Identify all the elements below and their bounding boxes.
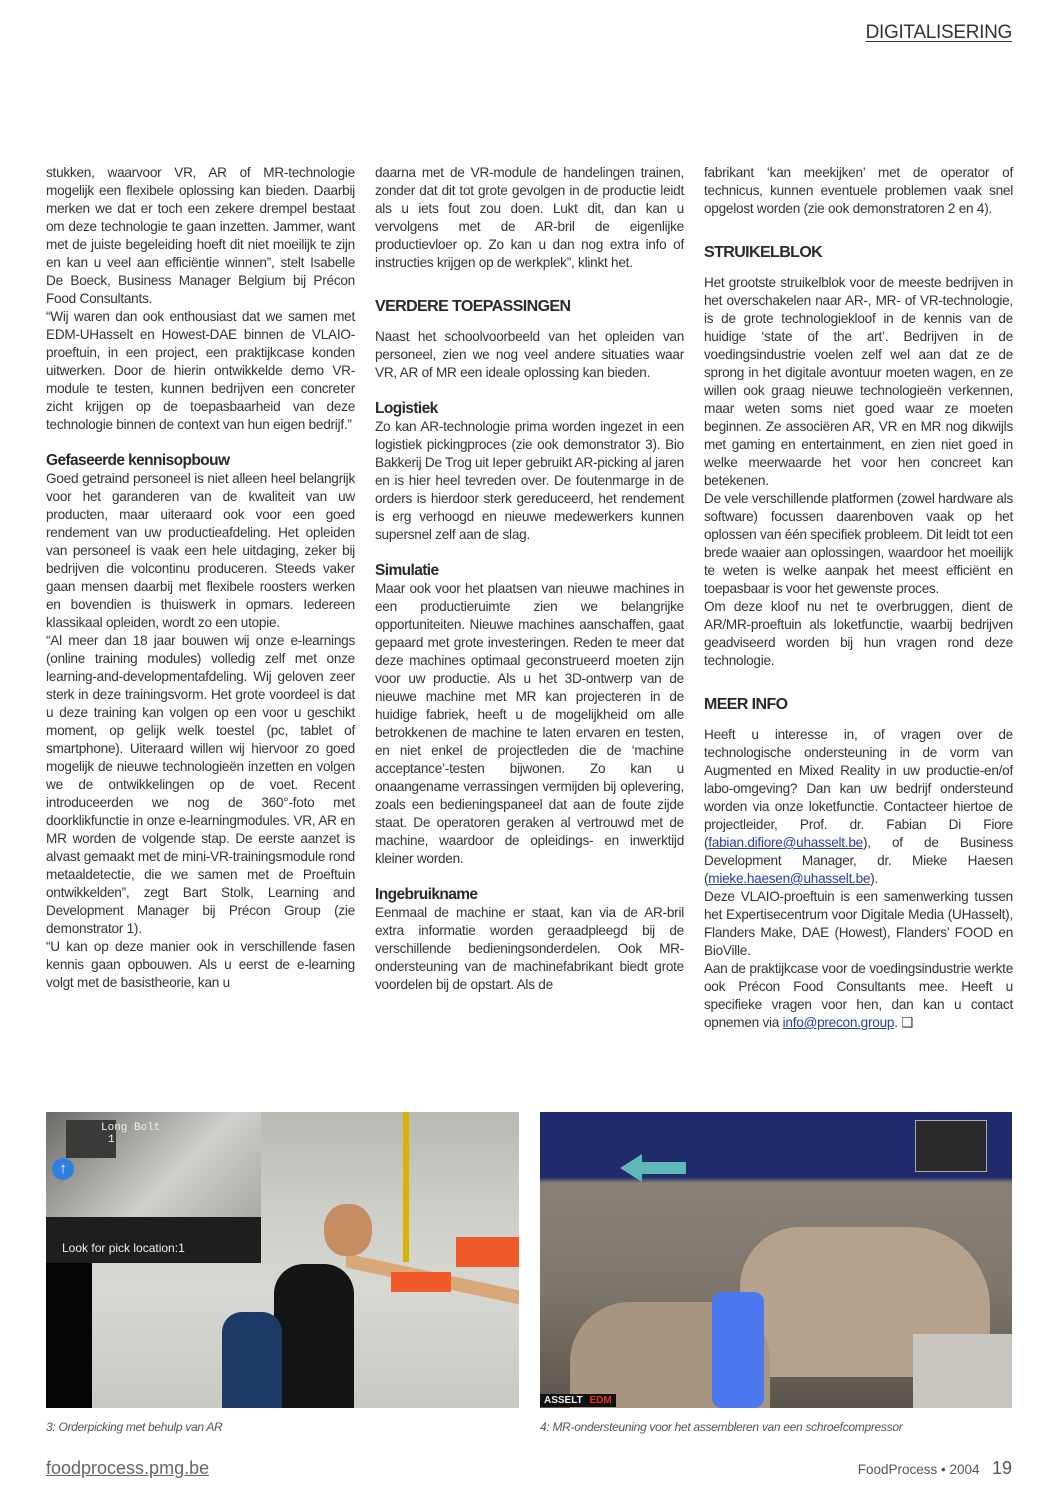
caption-photo-4: 4: MR-ondersteuning voor het assembleren van een schroefcompressor [540,1420,903,1434]
paragraph: Eenmaal de machine er staat, kan via de AR-bril extra informatie worden geraadpleegd bij de verschillende bedieningsonderdelen. Ook MR-ondersteuning van de machinefabrikant biedt grote voordelen bij de opstart. Als de [375,905,684,992]
compressor-model [915,1120,987,1172]
article-column-3 [704,164,1013,1032]
arrow-up-icon: ↑ [52,1158,74,1180]
paragraph: “Al meer dan 18 jaar bouwen wij onze e-learnings (online training modules) volledig zelf met onze learning-and-developmentafdeling. Wij geloven zeer sterk in deze trainingsvorm. Het grote voordeel is dat u deze training kan volgen op een voor u geschikt moment, op gelijk welk toestel (pc, tablet of smartphone). Uiteraard willen wij hiervoor zo goed mogelijk de nieuwe technologieën inzetten en volgen we de ontwikkelingen op de voet. Recent introduceerden we nog de 360°-foto met doorklikfunctie in onze e-learningmodules. VR, AR en MR worden de volgende stap. De eerste aanzet is alvast gemaakt met de mini-VR-trainingsmodule rond metaaldetectie, die we samen met de Proeftuin ontwikkelden”, zegt Bart Stolk, Learning and Development Manager bij Précon Group (zie demonstrator 1). [46,633,355,936]
person-torso [274,1264,354,1408]
article-column-1 [46,164,355,992]
paragraph: Goed getraind personeel is niet alleen heel belangrijk voor het garanderen van de kwaliteit van uw producten, maar uiteraard ook voor een goed rendement van uw productieafdeling. Het opleiden van personeel is vaak een hele uitdaging, zeker bij bedrijven die volcontinu produceren. Steeds vaker gaan mensen daarbij met flexibele roosters werken en bovendien is thuiswerk in opmars. Iedereen klassikaal opleiden, wordt zo een utopie. [46,471,355,630]
arrow-left-icon [620,1154,642,1182]
caption-photo-3: 3: Orderpicking met behulp van AR [46,1420,223,1434]
black-border [46,1263,92,1408]
footer-website-link[interactable]: foodprocess.pmg.be [46,1458,210,1478]
page-number: 19 [991,1458,1012,1478]
logo-text-left: ASSELT [544,1395,583,1406]
paragraph: stukken, waarvoor VR, AR of MR-technologie mogelijk een flexibele oplossing kan bieden. Daarbij merken we dat er toch een zekere drempel bestaat om deze technologie te gaan inzetten. Jammer, want met de juiste begeleiding hoeft dit niet moeilijk te zijn en kan u veel aan efficiëntie winnen”, stelt Isabelle De Boeck, Business Manager Belgium bij Précon Food Consultants. [46,165,355,306]
paragraph: “Wij waren dan ook enthousiast dat we samen met EDM-UHasselt en Howest-DAE binnen de VLAIO-proeftuin, in een project, een praktijkcase konden uitwerken. Door de hierin ontwikkelde demo VR-module te testen, kunnen bedrijven een concreter zicht krijgen op de toepasbaarheid van deze technologie binnen de context van hun eigen bedrijf.” [46,309,355,432]
paragraph: fabrikant ‘kan meekijken’ met de operator of technicus, kunnen eventuele problemen vaak snel opgelost worden (zie ook demonstratoren 2 en 4). [704,165,1013,216]
paragraph: Om deze kloof nu net te overbruggen, dient de AR/MR-proeftuin als loketfunctie, waarbij bedrijven geadviseerd worden bij hun vragen rond deze technologie. [704,599,1013,668]
paragraph: De vele verschillende platformen (zowel hardware als software) focussen daarenboven vaak op het oplossen van één specifiek probleem. Dit leidt tot een brede waaier aan oplossingen, waardoor het moeilijk te weten is welke aanpak het meest efficiënt en toepasbaar is voor het gewenste proces. [704,491,1013,596]
paragraph [704,960,1013,1032]
orange-bins-shelf [456,1237,519,1267]
pip-camera-view [913,1334,1012,1408]
paragraph: Maar ook voor het plaatsen van nieuwe machines in een productieruimte zien we belangrijke opportuniteiten. Nieuwe machines aanschaffen, gaat gepaard met grote investeringen. Reden te meer dat deze machines optimaal geconstrueerd moeten zijn voor uw productie. Als u het 3D-ontwerp van de nieuwe machine met MR kan projecteren in de huidige fabriek, heeft u de mogelijkheid om alle betrokkenen de machine te laten ervaren en testen, en niet enkel de projectleden die de ‘machine acceptance’-testen bijwonen. Zo kan u onaangename verrassingen vermijden bij oplevering, zoals een bedieningspaneel dat aan de foute zijde staat. De operatoren geraken al vertrouwd met de machine, waardoor de opleidings- en inwerktijd kleiner worden. [375,581,684,866]
subheading: Logistiek [375,400,438,417]
paragraph: Deze VLAIO-proeftuin is een samenwerking tussen het Expertisecentrum voor Digitale Media (UHasselt), Flanders Make, DAE (Howest), Flanders’ FOOD en BioVille. [704,889,1013,958]
photo-orderpicking [46,1112,519,1408]
subheading: Gefaseerde kennisopbouw [46,452,230,469]
photo-mr-assembly [540,1112,1012,1408]
email-link[interactable]: info@precon.group [782,1015,895,1030]
magazine-issue: FoodProcess • 2004 [857,1462,980,1477]
hud-item-label: Long Bolt [101,1122,161,1134]
section-heading: STRUIKELBLOK [704,244,823,261]
person-head [324,1204,372,1256]
blue-gear-hologram [712,1292,764,1408]
text-segment: ), of de Business Development Manager, dr. Mieke Haesen ( [704,835,1013,886]
text-segment: Heeft u interesse in, of vragen over de technologische ondersteuning in de vorm van Augmented en Mixed Reality in uw productie-en/of labo-omgeving? Dan kan uw bedrijf ondersteund worden via onze loketfunctie. Contacteer hiertoe de projectleider, Prof. dr. Fabian Di Fiore ( [704,727,1013,850]
paragraph: “U kan op deze manier ook in verschillende fasen kennis gaan opbouwen. Als u eerst de e-learning volgt met de basistheorie, kan u [46,939,355,990]
paragraph: Zo kan AR-technologie prima worden ingezet in een logistiek pickingproces (zie ook demonstrator 3). Bio Bakkerij De Trog uit Ieper gebruikt AR-picking al jaren en is hier heel tevreden over. De foutenmarge in de orders is hierdoor sterk gereduceerd, het rendement is erg verhoogd en nieuwe medewerkers kunnen supersnel zelf aan de slag. [375,419,684,542]
hud-instruction-bar [46,1217,261,1263]
footer-folio [858,1458,1012,1479]
paragraph: Het grootste struikelblok voor de meeste bedrijven in het overschakelen naar AR-, MR- of VR-technologie, is de grote technologiekloof in de kennis van de huidige ‘state of the art’. Bedrijven in de voedingsindustrie voelen zelf wel aan dat ze de sprong in het digitale avontuur moeten wagen, en ze willen ook graag nieuwe technologieën verkennen, maar weten soms niet goed waar ze moeten beginnen. Ze associëren AR, VR en MR nog dikwijls met gaming en entertainment, en zien niet goed in welke meerwaarde het voor hen concreet kan betekenen. [704,275,1013,488]
section-heading: MEER INFO [704,696,788,713]
text-segment: Aan de praktijkcase voor de voedingsindustrie werkte ook Précon Food Consultants mee. Heeft u specifieke vragen voor hen, dan kan u contact opnemen via [704,961,1013,1030]
hud-instruction: Look for pick location:1 [62,1241,185,1255]
edm-logo [540,1394,616,1407]
paragraph: daarna met de VR-module de handelingen trainen, zonder dat dit tot grote gevolgen in de productie leidt als u iets fout zou doen. Lukt dit, dan kan u vervolgens met de AR-bril de eigenlijke productievloer op. Zo kan u dan nog extra info of instructies krijgen op de werkplek”, klinkt het. [375,165,684,270]
paragraph [704,726,1013,888]
text-segment: ). [870,871,879,886]
subheading: Ingebruikname [375,886,478,903]
paragraph: Naast het schoolvoorbeeld van het opleiden van personeel, zien we nog veel andere situaties waar VR, AR of MR een ideale oplossing kan bieden. [375,329,684,380]
subheading: Simulatie [375,562,439,579]
logo-text-right: EDM [589,1395,612,1406]
text-segment: . ❑ [894,1015,914,1030]
section-heading: VERDERE TOEPASSINGEN [375,298,571,315]
yellow-post [403,1112,409,1262]
arrow-shaft [640,1162,686,1174]
hud-qty-label: 1 [108,1134,115,1146]
article-column-2 [375,164,684,994]
email-link[interactable]: mieke.haesen@uhasselt.be [708,871,871,886]
chair [222,1312,282,1408]
orange-bins [391,1272,451,1292]
email-link[interactable]: fabian.difiore@uhasselt.be [708,835,863,850]
section-tag: DIGITALISERING [865,22,1012,43]
